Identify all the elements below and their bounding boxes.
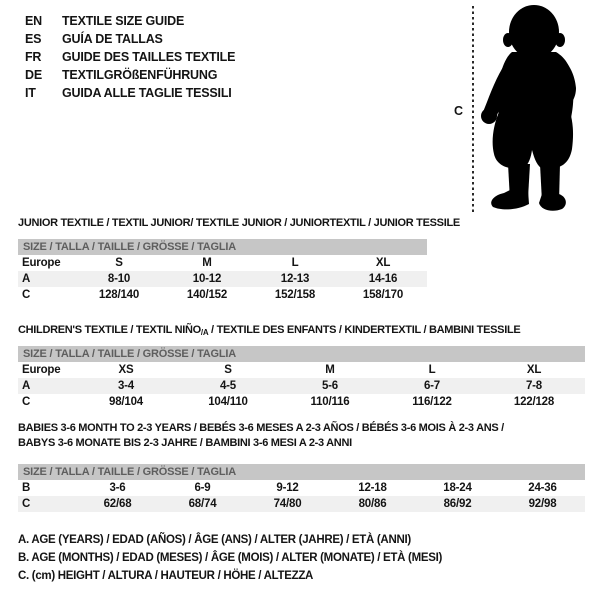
row-label: C — [22, 396, 31, 408]
children-section-title — [18, 324, 520, 337]
children-title-sub: /A — [200, 328, 209, 337]
table-row — [18, 255, 427, 271]
cell: 68/74 — [188, 498, 217, 510]
cell: 9-12 — [276, 482, 299, 494]
height-measure-dotted-line — [472, 6, 474, 214]
cell: 92/98 — [528, 498, 557, 510]
table-row — [18, 362, 585, 378]
cell: 3-4 — [117, 380, 135, 392]
babies-section-title — [18, 421, 504, 451]
size-header-bar: SIZE / TALLA / TAILLE / GRÖSSE / TAGLIA — [18, 239, 427, 255]
cell: 3-6 — [109, 482, 126, 494]
language-code: IT — [25, 86, 36, 100]
language-row-en — [25, 12, 235, 30]
language-title: GUÍA DE TALLAS — [62, 32, 163, 46]
language-row-it — [25, 84, 235, 102]
cell: 7-8 — [525, 380, 543, 392]
baby-height-figure — [452, 4, 600, 216]
cell: L — [428, 364, 436, 376]
cell: 104/110 — [208, 396, 248, 408]
children-title-post: / TEXTILE DES ENFANTS / KINDERTEXTIL / BAMBINI TESSILE — [208, 324, 521, 336]
language-title: GUIDA ALLE TAGLIE TESSILI — [62, 86, 232, 100]
cell: S — [224, 364, 232, 376]
children-size-table — [18, 346, 585, 410]
size-header-bar: SIZE / TALLA / TAILLE / GRÖSSE / TAGLIA — [18, 464, 585, 480]
cell: 80/86 — [358, 498, 387, 510]
babies-title-line2: BABYS 3-6 MONATE BIS 2-3 JAHRE / BAMBINI 3-6 MESI A 2-3 ANNI — [18, 437, 352, 449]
language-title: GUIDE DES TAILLES TEXTILE — [62, 50, 236, 64]
children-title-pre: CHILDREN'S TEXTILE / TEXTIL NIÑO — [18, 324, 201, 336]
cell: 5-6 — [321, 380, 339, 392]
cell: XL — [375, 257, 391, 269]
row-label: A — [22, 273, 31, 285]
cell: 24-36 — [528, 482, 557, 494]
cell: 128/140 — [98, 289, 140, 301]
cell: 10-12 — [192, 273, 222, 285]
size-header-bar: SIZE / TALLA / TAILLE / GRÖSSE / TAGLIA — [18, 346, 585, 362]
table-row — [18, 480, 585, 496]
cell: 12-13 — [280, 273, 310, 285]
height-measure-label: C — [454, 104, 464, 118]
cell: M — [325, 364, 335, 376]
cell: 110/116 — [310, 396, 350, 408]
language-code: EN — [25, 14, 42, 28]
cell: XL — [526, 364, 542, 376]
cell: 74/80 — [273, 498, 302, 510]
junior-size-table — [18, 239, 427, 303]
row-label: C — [22, 498, 31, 510]
language-code: ES — [25, 32, 42, 46]
cell: 98/104 — [109, 396, 143, 408]
note-age-months: B. AGE (MONTHS) / EDAD (MESES) / ÂGE (MOIS) / ALTER (MONATE) / ETÀ (MESI) — [18, 552, 443, 564]
language-row-de — [25, 66, 235, 84]
junior-section-title: JUNIOR TEXTILE / TEXTIL JUNIOR/ TEXTILE JUNIOR / JUNIORTEXTIL / JUNIOR TESSILE — [18, 217, 460, 229]
cell: M — [202, 257, 212, 269]
language-row-es — [25, 30, 235, 48]
cell: XS — [118, 364, 134, 376]
language-title-block — [25, 12, 235, 102]
row-label: B — [22, 482, 31, 494]
cell: 12-18 — [358, 482, 387, 494]
cell: 152/158 — [274, 289, 316, 301]
legend-notes — [18, 531, 442, 585]
table-row — [18, 271, 427, 287]
toddler-silhouette-icon — [478, 4, 594, 214]
table-row — [18, 496, 585, 512]
cell: 8-10 — [107, 273, 131, 285]
language-row-fr — [25, 48, 235, 66]
cell: 6-7 — [423, 380, 441, 392]
row-label: A — [22, 380, 31, 392]
cell: 122/128 — [513, 396, 555, 408]
cell: 158/170 — [362, 289, 404, 301]
cell: 4-5 — [219, 380, 237, 392]
cell: 140/152 — [186, 289, 228, 301]
row-label: C — [22, 289, 31, 301]
cell: 116/122 — [412, 396, 452, 408]
table-row — [18, 378, 585, 394]
cell: 18-24 — [443, 482, 472, 494]
cell: 86/92 — [443, 498, 472, 510]
language-code: DE — [25, 68, 42, 82]
cell: 6-9 — [194, 482, 211, 494]
row-label: Europe — [22, 257, 61, 269]
language-title: TEXTILGRÖßENFÜHRUNG — [62, 68, 218, 82]
note-age-years: A. AGE (YEARS) / EDAD (AÑOS) / ÂGE (ANS) / ALTER (JAHRE) / ETÀ (ANNI) — [18, 534, 411, 546]
language-code: FR — [25, 50, 42, 64]
cell: L — [291, 257, 299, 269]
babies-size-table — [18, 464, 585, 512]
table-row — [18, 287, 427, 303]
note-height-cm: C. (cm) HEIGHT / ALTURA / HAUTEUR / HÖHE / ALTEZZA — [18, 570, 314, 582]
language-title: TEXTILE SIZE GUIDE — [62, 14, 185, 28]
table-row — [18, 394, 585, 410]
babies-title-line1: BABIES 3-6 MONTH TO 2-3 YEARS / BEBÉS 3-6 MESES A 2-3 AÑOS / BÉBÉS 3-6 MOIS À 2-3 ANS / — [18, 422, 504, 434]
cell: 62/68 — [103, 498, 132, 510]
row-label: Europe — [22, 364, 61, 376]
cell: S — [115, 257, 123, 269]
cell: 14-16 — [368, 273, 398, 285]
